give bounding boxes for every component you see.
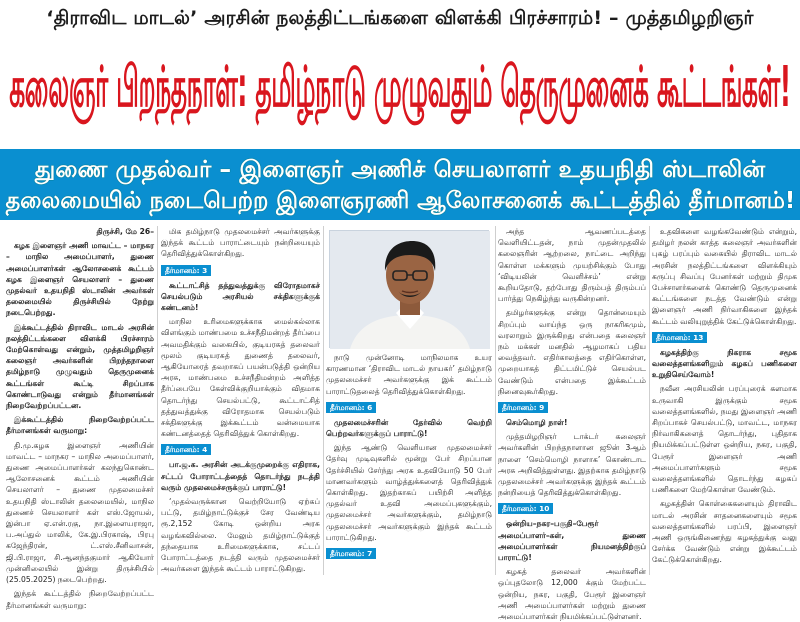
article-paragraph: கழகத் தலைவர் அவர்களின் ஒப்புதலோடு 12,000 க்கும் மேற்பட்ட ஒன்றிய, நகர, பகுதி, பேரூர் இளைஞர் அணி அமைப்பாளர்கள் மற்றும் துணை அமைப்பாளர்கள் நியமிக்கப்பட்டுள்ளனர். xyxy=(498,567,646,622)
article-column-5 xyxy=(652,226,797,575)
article-paragraph: இக்கூட்டத்தில் நிறைவேற்றப்பட்ட தீர்மானங்கள் வருமாறு: xyxy=(6,415,154,436)
resolution-label: தீர்மானம்: 7 xyxy=(326,548,376,559)
resolution-title: கழகத்திற்கு நிகராக சமூக வலைத்தளங்களிலும் கழகப் பணிகளை உறுதிசெய்வோம்! xyxy=(652,347,797,380)
resolution-label: தீர்மானம்: 6 xyxy=(326,402,376,413)
article-paragraph: தமிழர்களுக்கு என்று தொன்மையும் சிறப்பும் வாய்ந்த ஒரு நாகரிகமும், வரலாறும் இருக்கிறது என்பதை கலைஞர் நம் மக்கள் மனதில் ஆழமாகப் பதிய வைத்தவர். எதிர்காலத்தை எதிர்கொள்ள, முறையாகத் திட்டமிட்டுச் செயல்பட வேண்டும் என்பதை இக்கூட்டம் நினைவுகூர்கிறது. xyxy=(498,308,646,396)
portrait-illustration xyxy=(330,231,490,349)
article-paragraph: முத்தமிழறிஞர் டாக்டர் கலைஞர் அவர்களின் பிறந்தநாளான ஜூன் 3ஆம் நாளை ‘செம்மொழி நாளாக’ கொண்டாட அரசு அறிவித்துள்ளது. இதற்காக தமிழ்நாடு முதலமைச்சர் அவர்களுக்கு இந்தக் கூட்டம் நன்றியைத் தெரிவித்துக்கொள்கிறது. xyxy=(498,432,646,498)
column-divider xyxy=(157,226,158,575)
article-paragraph: மிக தமிழ்நாடு முதலமைச்சர் அவர்களுக்கு இந்தக் கூட்டம் பாராட்டையும் நன்றியையும் தெரிவித்துக்கொள்கிறது. xyxy=(161,227,320,259)
column-divider xyxy=(649,226,650,575)
article-paragraph: இந்தக் கூட்டத்தில் நிறைவேற்றப்பட்ட தீர்மானங்கள் வருமாறு: xyxy=(6,589,154,610)
article-paragraph: இக்கூட்டத்தில் திராவிட மாடல் அரசின் நலத்திட்டங்களை விளக்கி பிரச்சாரம் மேற்கொள்வது என்றும், முத்தமிழறிஞர் கலைஞர் அவர்களின் பிறந்தநாளை தமிழ்நாடு முழுவதும் தெருமுனைக் கூட்டங்கள் கூட்டி சிறப்பாக கொண்டாடுவது என்றும் தீர்மானங்கள் நிறைவேற்றப்பட்டன. xyxy=(6,322,154,411)
resolution-label: தீர்மானம்: 9 xyxy=(498,402,548,413)
article-column-4 xyxy=(498,226,646,622)
lead-paragraph: கழக இளைஞர் அணி மாவட்ட – மாநகர – மாநில அமைப்பாளர், துணை அமைப்பாளர்கள் ஆலோசனைக் கூட்டம் கழக இளைஞர் செயலாளர் – துணை முதல்வர் உதயநிதி ஸ்டாலின் அவர்கள் தலைமையில் திருச்சியில் நேற்று நடைபெற்றது. xyxy=(6,241,154,318)
resolution-title: கூட்டாட்சித் தத்துவத்துக்கு விரோதமாகச் செயல்படும் அரசியல் சக்திகளுக்குக் கண்டனம்! xyxy=(161,280,320,313)
resolution-label: தீர்மானம்: 4 xyxy=(161,444,211,455)
article-paragraph: உதவிகளை வழங்கவேண்டும் என்றும், தமிழர் நலன் காத்த கலைஞர் அவர்களின் புகழ் பரப்பும் வகையில் திராவிட மாடல் அரசின் நலத்திட்டங்களை விளக்கியும் கருப்பு சிவப்பு பேனர்கள் மற்றும் திமுக பேச்சாளர்களைக் கொண்டு தெருமுனைக் கூட்டங்களை நடத்த வேண்டும் என்று இளைஞர் அணி நிர்வாகிகளை இந்தக் கூட்டம் வலியுறுத்திக் கேட்டுக்கொள்கிறது. xyxy=(652,227,797,326)
article-column-3 xyxy=(326,352,492,575)
resolution-label: தீர்மானம்: 13 xyxy=(652,332,707,343)
kicker-line: ‘திராவிட மாடல்’ அரசின் நலத்திட்டங்களை விளக்கி பிரச்சாரம்! – முத்தமிழறிஞர் xyxy=(46,6,754,29)
article-paragraph: நவீன அரசியலின் பரப்புரைக் களமாக உருவாகி இருக்கும் சமூக வலைத்தளங்களில், நமது இளைஞர் அணி சிறப்பாகச் செயல்பட்டு, மாவட்ட, மாநகர நிர்வாகிகளைத் தொடர்ந்து, புதிதாக நியமிக்கப்பட்டுள்ள ஒன்றிய, நகர, பகுதி, பேரூர் இளைஞர் அணி அமைப்பாளர்களும் சமூக வலைத்தளங்களில் தொடர்ந்து கழகப் பணிகளை மேற்கொள்ள வேண்டும். xyxy=(652,384,797,495)
resolution-label: தீர்மானம்: 10 xyxy=(498,503,553,514)
resolution-title: பா.ஜ.க. அரசின் அடக்குமுறைக்கு எதிராக, சட்டப் போராட்டத்தைத் தொடர்ந்து நடத்தி வரும் முதலமைச்சருக்குப் பாராட்டு! xyxy=(161,460,320,492)
portrait-photo xyxy=(329,230,489,348)
column-divider xyxy=(495,226,496,575)
article-column-2 xyxy=(161,226,320,575)
article-paragraph: கழகத்தின் கொள்கைகளையும் திராவிட மாடல் அரசின் சாதனைகளையும் சமூக வலைத்தளங்களில் பரப்பி, இளைஞர் அணி ஒருங்கிணைந்து கழகத்துக்கு வலு சேர்க்க வேண்டும் என்று இக்கூட்டம் கேட்டுக்கொள்கிறது. xyxy=(652,499,797,565)
resolution-label: தீர்மானம்: 3 xyxy=(161,265,211,276)
article-paragraph: தி.மு.கழக இளைஞர் அணியின் மாவட்ட – மாநகர – மாநில அமைப்பாளர், துணை அமைப்பாளர்கள் கலந்துகொண்ட ஆலோசனைக் கூட்டம் அணியின் செயலாளர் – துணை முதலமைச்சர் உதயநிதி ஸ்டாலின் தலைமையில், மாநில துணைச் செயலாளர் கள் எஸ்.ஜோயல், இன்பா ஏ.என்.ரகு, நா.இளையராஜா, ப.அப்துல் மாலிக், கே.இ.பிரகாஷ், பிரபு கஜேந்திரன், ட்.எஸ்.சீனிவாசன், ஜி.பி.ராஜா, சி.ஆனந்தகுமார் ஆகியோர் முன்னிலையில் இன்று திருச்சியில் (25.05.2025) நடைபெற்றது. xyxy=(6,440,154,585)
main-headline: கலைஞர் பிறந்தநாள்: தமிழ்நாடு முழுவதும் தெருமுனைக் கூட்டங்கள்! xyxy=(9,56,791,120)
article-paragraph: இந்த ஆண்டு வெளியான முதலமைச்சர் தேர்வு முடிவுகளில் மூன்று பேர் சிறப்பான தேர்ச்சியில் சேர்ந்து அரசு உதவியோடு 50 பேர் மாணவர்களும் வாழ்த்துக்களைத் தெரிவித்துக் கொள்கிறது. இதற்காகப் பயிற்சி அளித்த முதல்வர் உதவி அமைப்புகளுக்கும், முதலமைச்சர் அவர்களுக்கும், தமிழ்நாடு முதலமைச்சர் அவர்களுக்கும் இந்தக் கூட்டம் பாராட்டுகிறது. xyxy=(326,443,492,542)
column-divider xyxy=(323,226,324,575)
article-paragraph: நாடு முன்னோடி மாநிலமாக உயர காரணமான ‘திராவிட மாடல் நாயகர்’ தமிழ்நாடு முதலமைச்சர் அவர்களுக்கு இக் கூட்டம் பாராட்டுதலைத் தெரிவித்துக்கொள்கிறது. xyxy=(326,353,492,396)
sub-headline-banner xyxy=(0,149,800,220)
dateline: திருச்சி, மே 26– xyxy=(96,227,154,236)
article-paragraph: அந்த ஆவணப்படத்தை வெளியிட்டதன், நாம் முதன்முதலில் கலைஞரின் ஆற்றலை, நாட்டை அறிந்து கொள்ள மக்களும் முயற்சிக்கும் போது ‘விடியலின் வெளிச்சம்’ என்று கூறியதோடு, தற்போது திரும்பத் திரும்பப் பார்த்து நெகிழ்ந்து வருகின்றனர். xyxy=(498,227,646,304)
resolution-title: ஒன்றிய–நகர–பகுதி–பேரூர் அமைப்பாளர்–கள், துணை அமைப்பாளர்கள் நியமனத்திற்குப் பாராட்டு! xyxy=(498,519,646,563)
resolution-title: செம்மொழி நாள்! xyxy=(506,418,568,428)
resolution-title: முதலமைச்சரின் தேர்வில் வெற்றி பெற்றவர்களுக்குப் பாராட்டு! xyxy=(326,417,492,439)
banner-line-1: துணை முதல்வர் – இளைஞர் அணிச் செயலாளர் உதயநிதி ஸ்டாலின் xyxy=(34,154,766,183)
article-column-1 xyxy=(6,226,154,610)
article-paragraph: மாநில உரிமைகளுக்காக மைல்கல்லாக விளங்கும் மாண்பமை உச்சநீதிமன்றத் தீர்ப்பை அவமதிக்கும் வகையில், குடியரசுத் தலைவர் மூலம் குடியரசுத் துணைத் தலைவர், ஆகியோரைத் தவறாகப் பயன்படுத்தி ஒன்றிய அரசு, மாண்பமை உச்சநீதிமன்றம் அளித்த தீர்ப்பையே கேள்விக்குறியாக்கும் விதமாக தொடர்ந்து செயல்பட்டு, கூட்டாட்சித் தத்துவத்துக்கு விரோதமாக செயல்படும் சக்திகளுக்கு இக்கூட்டம் வன்மையாக கண்டனத்தைத் தெரிவித்துக் கொள்கிறது. xyxy=(161,317,320,439)
article-paragraph: ‘முதல்வருக்கான வெற்றியோடு ஏற்கப் பட்டு, தமிழ்நாட்டுக்குச் சேர வேண்டிய ரூ.2,152 கோடி ஒன்றிய அரசு வழங்கவில்லை. மேலும் தமிழ்நாட்டுக்குத் தந்தையாக உரிமைகளுக்காக, சட்டப் போராட்டத்தை நடத்தி வரும் முதலமைச்சர் அவர்களை இந்தக் கூட்டம் பாராட்டுகிறது. xyxy=(161,497,320,574)
banner-line-2: தலைமையில் நடைபெற்ற இளைஞரணி ஆலோசனைக் கூட்டத்தில் தீர்மானம்! xyxy=(5,185,795,214)
